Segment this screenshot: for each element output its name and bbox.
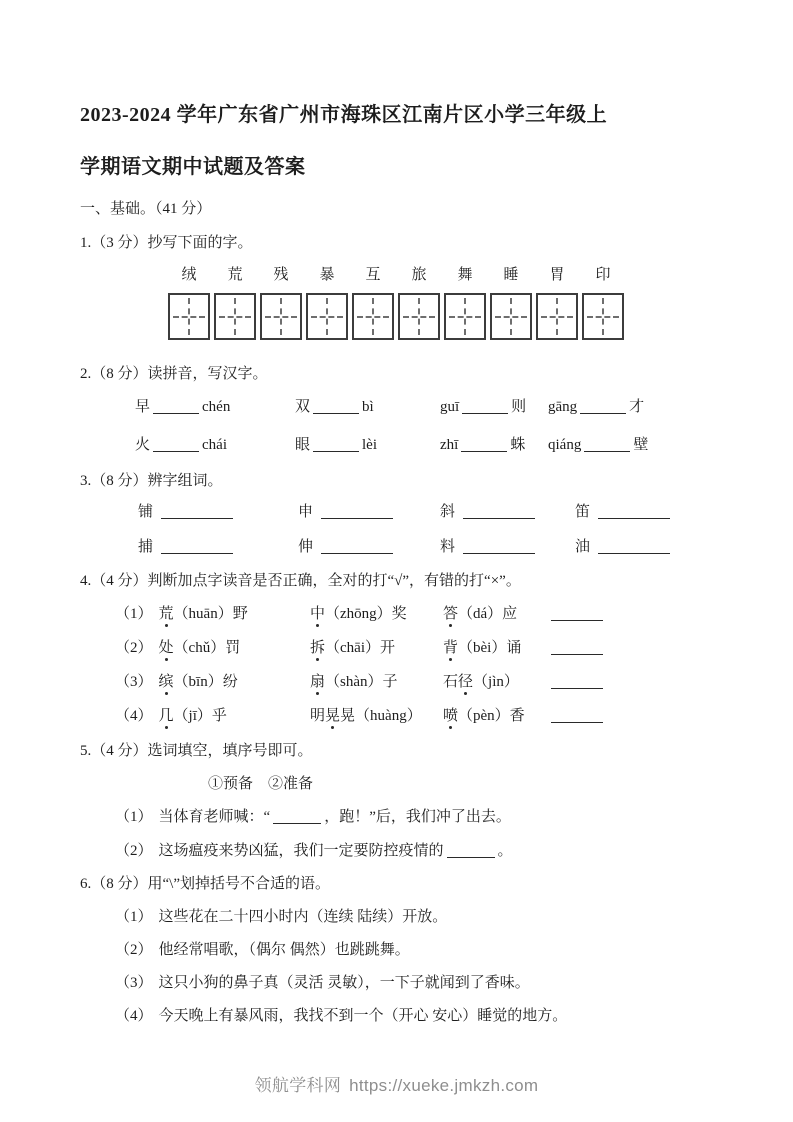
footer (0, 1071, 793, 1096)
item-number: （2） (115, 843, 153, 859)
dotted-character: 喷 (443, 708, 459, 724)
writing-box (168, 293, 210, 340)
q2-label: 2.（8 分）读拼音，写汉字。 (80, 366, 268, 382)
item-pre: zhī (440, 437, 459, 453)
q3-row (80, 537, 715, 558)
item-number: （1） (115, 809, 153, 825)
writing-box (582, 293, 624, 340)
phrase: 答（dá）应 (443, 606, 518, 622)
word-item (440, 537, 575, 558)
dotted-character: 扇 (310, 674, 326, 690)
writing-box (490, 293, 532, 340)
phrase (548, 672, 715, 693)
dotted-character: 径 (458, 674, 474, 690)
dotted-character: 几 (158, 708, 174, 724)
q4-row (80, 672, 715, 693)
item-char: 铺 (138, 504, 154, 520)
pinyin-item (135, 397, 295, 418)
item-char: 伸 (298, 539, 314, 555)
phrase: （4） 几（jī）乎 (115, 708, 227, 724)
footer-link[interactable]: https://xueke.jmkzh.com (349, 1076, 539, 1095)
item-number: （2） (115, 640, 153, 656)
answer-blank (161, 538, 233, 554)
q4-label: 4.（4 分）判断加点字读音是否正确，全对的打“√”，有错的打“×”。 (80, 573, 521, 589)
dotted-character: 拆 (310, 640, 326, 656)
answer-blank (153, 436, 199, 452)
q2-row (80, 397, 715, 418)
phrase: 扇（shàn）子 (310, 674, 398, 690)
answer-blank (321, 503, 393, 519)
item-char: 斜 (440, 504, 456, 520)
item-char: 捕 (138, 539, 154, 555)
word-item (298, 502, 440, 523)
phrase: 拆（chāi）开 (310, 640, 395, 656)
word-item (138, 502, 298, 523)
item-post: bì (362, 399, 374, 415)
dotted-character: 缤 (158, 674, 174, 690)
dotted-character: 晃 (325, 708, 341, 724)
dotted-character: 处 (158, 640, 174, 656)
answer-blank (551, 639, 603, 655)
item-post: chái (202, 437, 227, 453)
word-item (440, 502, 575, 523)
phrase: （3） 缤（bīn）纷 (115, 674, 238, 690)
q6-item: （3） 这只小狗的鼻子真（灵活 灵敏），一下子就闻到了香味。 (115, 975, 530, 991)
dotted-character: 中 (310, 606, 326, 622)
item-pre: guī (440, 399, 460, 415)
pinyin-item (548, 435, 715, 456)
pinyin-item (548, 397, 715, 418)
answer-blank (153, 398, 199, 414)
word-item (575, 537, 715, 558)
phrase: 明晃晃（huàng） (310, 708, 422, 724)
item-post: 壁 (633, 437, 649, 453)
title-line2: 学期语文期中试题及答案 (80, 156, 306, 178)
q2-row (80, 435, 715, 456)
section-heading: 一、基础。（41 分） (80, 201, 212, 217)
copy-character: 胃 (549, 267, 565, 283)
q5-item: （1） 当体育老师喊：“ ，跑！”后，我们冲了出去。 (115, 809, 511, 825)
item-pre: qiáng (548, 437, 582, 453)
answer-blank (462, 398, 508, 414)
q5-options: ①预备 ②准备 (208, 776, 314, 792)
item-number: （4） (115, 708, 153, 724)
q6-item: （2） 他经常唱歌，（偶尔 偶然）也跳跳舞。 (115, 942, 410, 958)
q1-label: 1.（3 分）抄写下面的字。 (80, 235, 253, 251)
answer-blank (321, 538, 393, 554)
pinyin-item (135, 435, 295, 456)
item-post: 才 (629, 399, 645, 415)
item-post: 蛛 (510, 437, 526, 453)
answer-blank (313, 436, 359, 452)
answer-blank (580, 398, 626, 414)
word-item (138, 537, 298, 558)
title-line1: 2023-2024 学年广东省广州市海珠区江南片区小学三年级上 (80, 104, 608, 126)
answer-blank (598, 538, 670, 554)
q1-character-row (80, 265, 715, 286)
item-pre: gāng (548, 399, 578, 415)
copy-character: 暴 (319, 267, 335, 283)
phrase: （2） 处（chǔ）罚 (115, 640, 241, 656)
dotted-character: 答 (443, 606, 459, 622)
copy-character: 绒 (181, 267, 197, 283)
item-number: （4） (115, 1008, 153, 1024)
answer-blank (551, 707, 603, 723)
q4-row (80, 706, 715, 727)
dotted-character: 荒 (158, 606, 174, 622)
phrase: 中（zhōng）奖 (310, 606, 407, 622)
writing-box (260, 293, 302, 340)
phrase: （1） 荒（huān）野 (115, 606, 248, 622)
item-number: （1） (115, 606, 153, 622)
phrase (548, 638, 715, 659)
answer-blank (584, 436, 630, 452)
item-char: 申 (298, 504, 314, 520)
q4-row (80, 638, 715, 659)
copy-character: 印 (595, 267, 611, 283)
item-pre: 眼 (295, 437, 311, 453)
item-pre: 早 (135, 399, 151, 415)
page-title (80, 100, 715, 182)
q6-item: （4） 今天晚上有暴风雨，我找不到一个（开心 安心）睡觉的地方。 (115, 1008, 568, 1024)
phrase (548, 706, 715, 727)
answer-blank (447, 842, 495, 858)
answer-blank (313, 398, 359, 414)
q5-label: 5.（4 分）选词填空，填序号即可。 (80, 743, 313, 759)
answer-blank (161, 503, 233, 519)
writing-box (536, 293, 578, 340)
item-number: （3） (115, 975, 153, 991)
pinyin-item (440, 397, 548, 418)
pinyin-item (440, 435, 548, 456)
q6-label: 6.（8 分）用“\”划掉括号不合适的语。 (80, 876, 330, 892)
item-char: 笛 (575, 504, 591, 520)
answer-blank (551, 605, 603, 621)
q3-row (80, 502, 715, 523)
phrase: 背（bèi）诵 (443, 640, 522, 656)
word-item (575, 502, 715, 523)
writing-box (214, 293, 256, 340)
item-post: chén (202, 399, 231, 415)
item-post: lèi (362, 437, 378, 453)
q4-row (80, 604, 715, 625)
q1-writing-grid (80, 293, 715, 340)
writing-box (306, 293, 348, 340)
phrase: 石径（jìn） (443, 674, 519, 690)
item-number: （1） (115, 909, 153, 925)
answer-blank (463, 538, 535, 554)
answer-blank (461, 436, 507, 452)
dotted-character: 背 (443, 640, 459, 656)
item-number: （2） (115, 942, 153, 958)
answer-blank (551, 673, 603, 689)
q3-label: 3.（8 分）辨字组词。 (80, 473, 223, 489)
copy-character: 互 (365, 267, 381, 283)
copy-character: 荒 (227, 267, 243, 283)
writing-box (352, 293, 394, 340)
copy-character: 残 (273, 267, 289, 283)
pinyin-item (295, 397, 440, 418)
item-char: 料 (440, 539, 456, 555)
writing-box (398, 293, 440, 340)
item-pre: 双 (295, 399, 311, 415)
phrase (548, 604, 715, 625)
q5-item: （2） 这场瘟疫来势凶猛，我们一定要防控疫情的 。 (115, 843, 513, 859)
answer-blank (273, 808, 321, 824)
footer-site-name: 领航学科网 (254, 1076, 342, 1095)
q6-item: （1） 这些花在二十四小时内（连续 陆续）开放。 (115, 909, 448, 925)
item-pre: 火 (135, 437, 151, 453)
phrase: 喷（pèn）香 (443, 708, 525, 724)
item-post: 则 (511, 399, 527, 415)
copy-character: 睡 (503, 267, 519, 283)
item-number: （3） (115, 674, 153, 690)
writing-box (444, 293, 486, 340)
copy-character: 舞 (457, 267, 473, 283)
answer-blank (463, 503, 535, 519)
copy-character: 旅 (411, 267, 427, 283)
pinyin-item (295, 435, 440, 456)
answer-blank (598, 503, 670, 519)
item-char: 油 (575, 539, 591, 555)
word-item (298, 537, 440, 558)
